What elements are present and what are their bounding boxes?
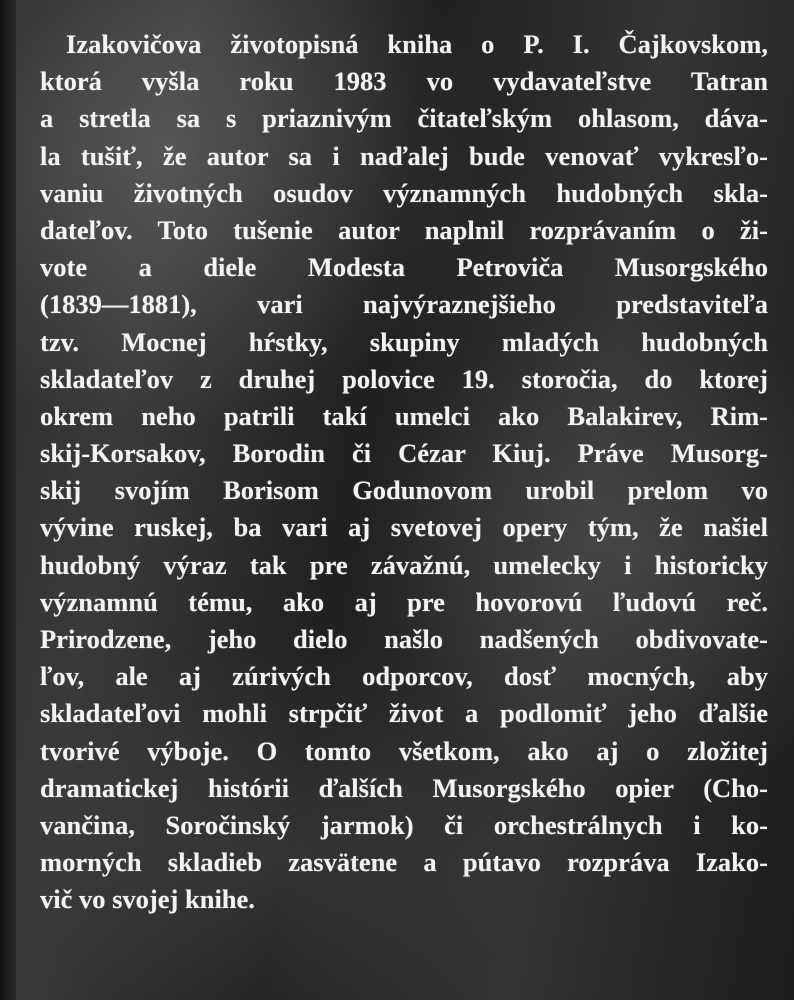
blurb-line: a stretla sa s priaznivým čitateľským ohlasom, dáva- — [40, 103, 768, 134]
blurb-line: vote a diele Modesta Petroviča Musorgského — [40, 252, 768, 283]
blurb-line: tzv. Mocnej hŕstky, skupiny mladých hudobných — [40, 326, 768, 357]
blurb-line: hudobný výraz tak pre závažnú, umelecky i historicky — [40, 549, 768, 580]
blurb-line: vančina, Soročinský jarmok) či orchestrálnych i ko- — [40, 809, 768, 840]
blurb-line: významnú tému, ako aj pre hovorovú ľudovú reč. — [40, 586, 768, 617]
blurb-line: (1839—1881), vari najvýraznejšieho predstaviteľa — [40, 289, 768, 320]
blurb-line: vaniu životných osudov významných hudobných skla- — [40, 177, 768, 208]
blurb-line: Prirodzene, jeho dielo našlo nadšených obdivovate- — [40, 624, 768, 654]
blurb-line: dramatickej histórii ďalších Musorgského opier (Cho- — [40, 772, 768, 803]
blurb-line: ktorá vyšla roku 1983 vo vydavateľstve Tatran — [40, 66, 768, 97]
blurb-line: dateľov. Toto tušenie autor naplnil rozprávaním o ži- — [40, 214, 768, 245]
blurb-line: vič vo svojej knihe. — [40, 884, 255, 915]
blurb-line: tvorivé výboje. O tomto všetkom, ako aj o zložitej — [40, 735, 768, 766]
blurb-line: skladateľovi mohli strpčiť život a podlomiť jeho ďalšie — [40, 698, 768, 729]
blurb-line: skladateľov z druhej polovice 19. storočia, do ktorej — [40, 363, 768, 394]
blurb-line: morných skladieb zasvätene a pútavo rozpráva Izako- — [40, 847, 768, 878]
cover-spine-edge — [0, 0, 16, 1000]
cover-blurb-text — [40, 26, 768, 919]
blurb-line: okrem neho patrili takí umelci ako Balakirev, Rim- — [40, 400, 768, 431]
blurb-line: Izakovičova životopisná kniha o P. I. Čajkovskom, — [66, 29, 768, 59]
blurb-line: vývine ruskej, ba vari aj svetovej opery tým, že našiel — [40, 512, 768, 543]
blurb-line: ľov, ale aj zúrivých odporcov, dosť mocných, aby — [40, 661, 768, 692]
blurb-line: la tušiť, že autor sa i naďalej bude venovať vykresľo- — [40, 140, 768, 171]
blurb-line: skij-Korsakov, Borodin či Cézar Kiuj. Práve Musorg- — [40, 438, 768, 469]
blurb-line: skij svojím Borisom Godunovom urobil prelom vo — [40, 475, 768, 506]
